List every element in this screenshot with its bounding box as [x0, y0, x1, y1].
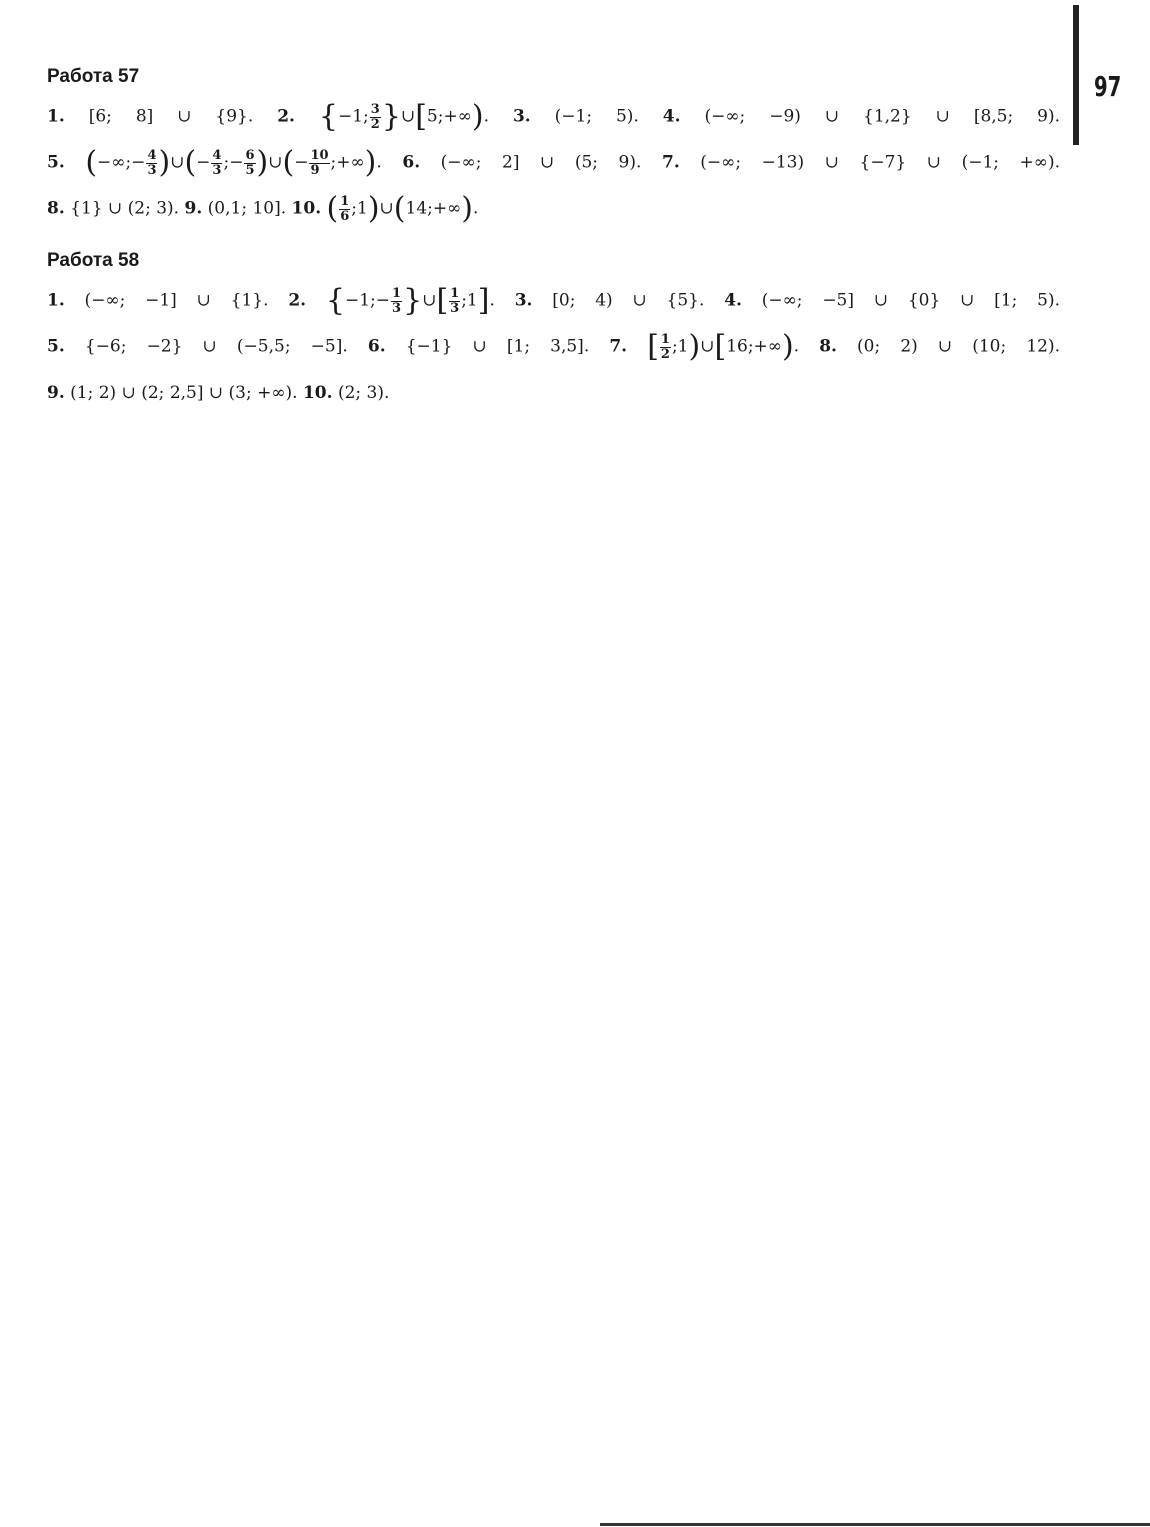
fraction-numerator: 1: [392, 285, 402, 301]
answer-text: (−∞; −9) ∪ {1,2} ∪ [8,5; 9).: [680, 106, 1061, 127]
fraction-denominator: 6: [340, 208, 350, 224]
answer-text: ;1: [461, 290, 478, 311]
fraction-denominator: 2: [370, 116, 380, 132]
fraction-denominator: 3: [147, 162, 157, 178]
large-bracket: (: [393, 191, 406, 226]
large-bracket: [: [714, 329, 727, 364]
fraction-numerator: 1: [450, 285, 460, 301]
answer-number: 6.: [402, 152, 421, 173]
large-bracket: ): [158, 145, 171, 180]
answer-text: [627, 337, 647, 357]
large-bracket: ): [364, 145, 377, 180]
answer-text: (−∞; 2] ∪ (5; 9).: [420, 152, 662, 173]
section-title: Работа 57: [47, 66, 140, 87]
answer-text: (−1; 5).: [530, 106, 663, 127]
fraction-denominator: 2: [660, 346, 670, 362]
page-number: 97: [1094, 70, 1122, 103]
bottom-rule: [600, 1523, 1150, 1526]
answer-number: 8.: [819, 336, 837, 357]
large-bracket: [: [415, 99, 427, 134]
answer-text: (1; 2) ∪ (2; 2,5] ∪ (3; +∞).: [64, 382, 303, 403]
fraction-denominator: 3: [392, 300, 402, 316]
answer-text: ∪: [379, 198, 394, 219]
answer-number: 5.: [47, 152, 65, 173]
fraction-numerator: 1: [660, 331, 670, 347]
fraction: [309, 149, 329, 178]
answer-text: .: [376, 152, 403, 173]
large-bracket: {: [325, 283, 345, 318]
large-bracket: ): [256, 145, 269, 180]
answer-text: .: [473, 198, 479, 219]
margin-bar: [1073, 5, 1079, 145]
large-bracket: ]: [477, 283, 490, 318]
answer-number: 10.: [302, 382, 333, 403]
answer-number: 5.: [47, 336, 65, 357]
answer-number: 7.: [661, 152, 680, 173]
large-bracket: [: [647, 329, 659, 364]
answer-text: {−1} ∪ [1; 3,5].: [385, 336, 610, 357]
answer-number: 1.: [47, 106, 65, 127]
answer-text: (0; 2) ∪ (10; 12).: [836, 336, 1060, 357]
answer-text: ∪: [400, 106, 416, 127]
answer-text: (0,1; 10].: [202, 198, 292, 219]
answer-text: {−6; −2} ∪ (−5,5; −5].: [64, 336, 368, 357]
large-bracket: [: [436, 283, 449, 318]
answer-text: (2; 3).: [332, 382, 390, 403]
answer-text: 5;+∞: [426, 106, 472, 127]
fraction-numerator: 4: [147, 147, 157, 163]
large-bracket: ): [471, 99, 484, 134]
answer-line: [47, 140, 1060, 186]
large-bracket: (: [85, 145, 98, 180]
answer-text: [306, 291, 326, 311]
answer-text: ∪: [700, 336, 715, 357]
fraction: [370, 103, 381, 132]
answer-number: 8.: [47, 198, 65, 219]
fraction: [339, 195, 350, 224]
large-bracket: }: [381, 99, 401, 134]
answer-text: −1;: [338, 106, 369, 127]
answers-content: [47, 66, 1060, 416]
answer-text: −: [294, 152, 309, 173]
large-bracket: {: [318, 99, 338, 134]
fraction-denominator: 3: [212, 162, 222, 178]
answer-line: [47, 324, 1060, 370]
answer-text: ;1: [351, 198, 368, 219]
answer-number: 4.: [662, 106, 681, 127]
large-bracket: ): [688, 329, 701, 364]
answer-text: ;1: [671, 336, 689, 357]
answer-line: [47, 186, 1060, 232]
fraction-denominator: 3: [450, 300, 460, 316]
answer-text: .: [483, 106, 513, 127]
answer-text: [295, 107, 319, 127]
large-bracket: (: [326, 191, 339, 226]
answer-text: .: [489, 290, 515, 311]
answer-text: ∪: [268, 152, 283, 173]
answer-number: 9.: [47, 382, 65, 403]
answer-text: (−∞; −1] ∪ {1}.: [64, 290, 289, 311]
answer-text: .: [793, 336, 820, 357]
answer-text: ;−: [223, 152, 244, 173]
answer-text: {1} ∪ (2; 3).: [64, 198, 185, 219]
answer-number: 3.: [514, 290, 533, 311]
fraction-numerator: 4: [212, 147, 222, 163]
answer-text: [65, 153, 86, 173]
fraction: [211, 149, 222, 178]
large-bracket: (: [282, 145, 295, 180]
fraction-denominator: 9: [310, 162, 320, 178]
answer-text: ∪: [422, 290, 437, 311]
section-57: [47, 66, 1060, 232]
answer-number: 3.: [512, 106, 531, 127]
fraction-numerator: 10: [310, 147, 329, 163]
answer-line: [47, 370, 1060, 416]
fraction: [391, 287, 402, 316]
answer-text: (−∞; −5] ∪ {0} ∪ [1; 5).: [741, 290, 1061, 311]
answer-number: 1.: [47, 290, 65, 311]
fraction-numerator: 6: [245, 147, 255, 163]
answer-number: 6.: [367, 336, 386, 357]
answer-text: ∪: [170, 152, 185, 173]
answer-number: 4.: [724, 290, 742, 311]
large-bracket: }: [403, 283, 423, 318]
section-title: Работа 58: [47, 250, 140, 271]
fraction: [660, 333, 671, 362]
answer-text: (−∞; −13) ∪ {−7} ∪ (−1; +∞).: [679, 152, 1060, 173]
answer-line: [47, 278, 1060, 324]
answer-text: −1;−: [345, 290, 391, 311]
answer-text: [6; 8] ∪ {9}.: [64, 106, 278, 127]
answer-number: 2.: [277, 106, 295, 127]
answer-line: [47, 94, 1060, 140]
answer-text: 16;+∞: [726, 336, 782, 357]
answer-text: ;+∞: [330, 152, 365, 173]
answer-number: 9.: [184, 198, 203, 219]
answer-number: 7.: [609, 336, 628, 357]
large-bracket: ): [781, 329, 794, 364]
large-bracket: (: [184, 145, 197, 180]
fraction: [146, 149, 157, 178]
answer-number: 2.: [288, 290, 307, 311]
fraction-numerator: 3: [370, 101, 380, 117]
answer-text: 14;+∞: [405, 198, 462, 219]
fraction: [449, 287, 460, 316]
answer-text: −∞;−: [97, 152, 146, 173]
large-bracket: ): [461, 191, 473, 226]
fraction: [244, 149, 255, 178]
fraction-numerator: 1: [340, 193, 350, 209]
section-58: [47, 250, 1060, 416]
large-bracket: ): [367, 191, 380, 226]
answer-text: −: [196, 152, 211, 173]
answer-number: 10.: [291, 198, 322, 219]
fraction-denominator: 5: [245, 162, 255, 178]
answer-text: [0; 4) ∪ {5}.: [532, 290, 725, 311]
